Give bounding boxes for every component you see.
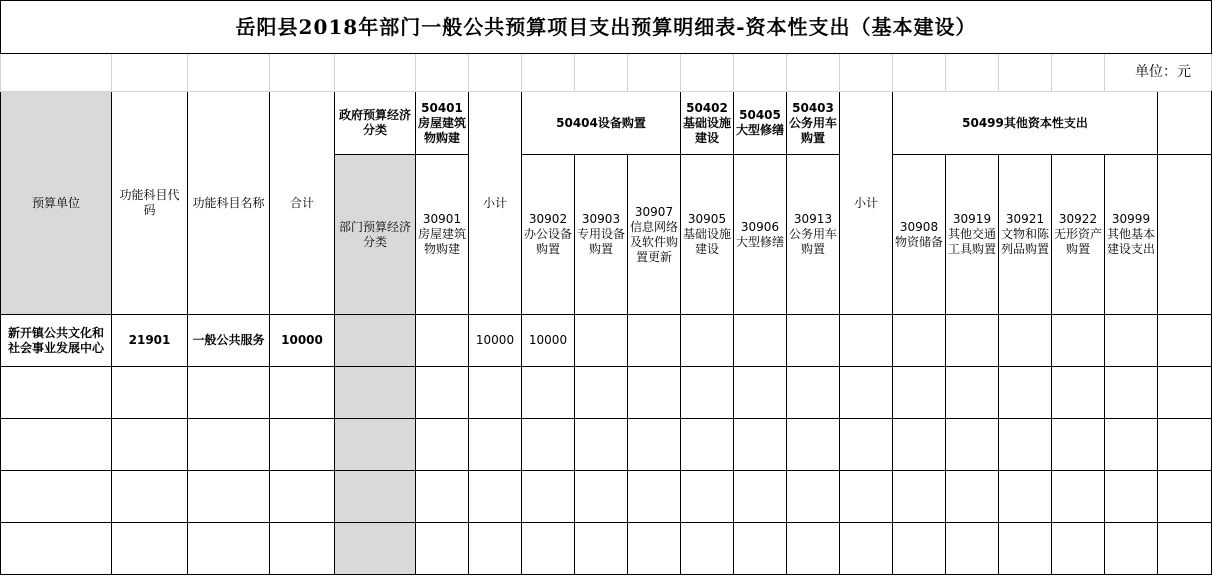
header-func-name: 功能科目名称 (188, 92, 270, 315)
header-50403: 50403公务用车购置 (787, 92, 840, 155)
header-subtotal-1: 小计 (469, 92, 522, 315)
header-total: 合计 (270, 92, 335, 315)
cell-subtotal-1: 10000 (469, 315, 522, 367)
cell-func-code: 21901 (112, 315, 188, 367)
unit-label: 单位：元 (1105, 54, 1212, 92)
header-30999: 30999其他基本建设支出 (1105, 155, 1158, 315)
header-50402: 50402基础设施建设 (681, 92, 734, 155)
header-50401: 50401房屋建筑物购建 (416, 92, 469, 155)
table-title: 岳阳县2018年部门一般公共预算项目支出预算明细表-资本性支出（基本建设） (1, 1, 1212, 54)
header-30905: 30905基础设施建设 (681, 155, 734, 315)
header-30903: 30903专用设备购置 (575, 155, 628, 315)
table-row (1, 367, 1212, 419)
header-50499: 50499其他资本性支出 (893, 92, 1158, 155)
header-50405: 50405大型修缮 (734, 92, 787, 155)
cell-budget-unit: 新开镇公共文化和社会事业发展中心 (1, 315, 112, 367)
header-30921: 30921文物和陈列品购置 (999, 155, 1052, 315)
header-subtotal-2: 小计 (840, 92, 893, 315)
table-row (1, 315, 1212, 367)
header-budget-unit: 预算单位 (1, 92, 112, 315)
header-30922: 30922无形资产购置 (1052, 155, 1105, 315)
cell-total: 10000 (270, 315, 335, 367)
header-gov-econ: 政府预算经济分类 (335, 92, 416, 155)
table-row (1, 419, 1212, 471)
header-50404: 50404设备购置 (522, 92, 681, 155)
header-dept-econ: 部门预算经济分类 (335, 155, 416, 315)
cell-30902: 10000 (522, 315, 575, 367)
header-30906: 30906大型修缮 (734, 155, 787, 315)
header-func-code: 功能科目代码 (112, 92, 188, 315)
cell-func-name: 一般公共服务 (188, 315, 270, 367)
header-30913: 30913公务用车购置 (787, 155, 840, 315)
header-30919: 30919其他交通工具购置 (946, 155, 999, 315)
table-row (1, 523, 1212, 575)
header-30908: 30908物资储备 (893, 155, 946, 315)
header-30902: 30902办公设备购置 (522, 155, 575, 315)
header-30907: 30907信息网络及软件购置更新 (628, 155, 681, 315)
table-row (1, 471, 1212, 523)
header-30901: 30901房屋建筑物购建 (416, 155, 469, 315)
